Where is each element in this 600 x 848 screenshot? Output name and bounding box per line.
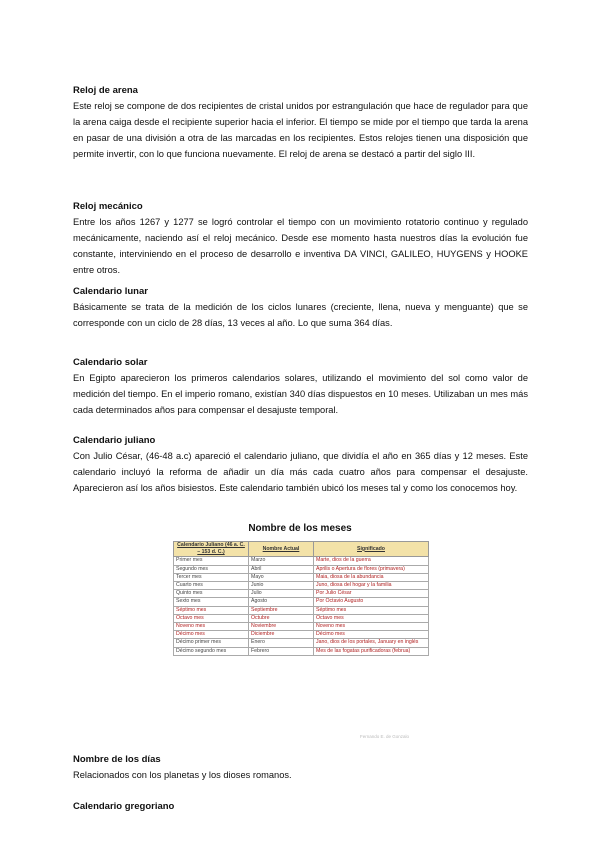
cell: Marte, dios de la guerra	[314, 557, 429, 565]
section-heading: Calendario solar	[73, 357, 148, 368]
cell: Noviembre	[249, 623, 314, 631]
cell: Segundo mes	[174, 565, 249, 573]
cell: Septiembre	[249, 606, 314, 614]
cell: Diciembre	[249, 631, 314, 639]
document-body	[73, 84, 528, 496]
cell: Décimo segundo mes	[174, 647, 249, 655]
table-row	[174, 639, 429, 647]
col-header-significado: Significado	[314, 542, 429, 557]
cell: Febrero	[249, 647, 314, 655]
cell: Abril	[249, 565, 314, 573]
cell: Octavo mes	[314, 614, 429, 622]
section-calendario-juliano	[73, 434, 528, 496]
table-watermark: Fernando E. de Gonzalo	[360, 734, 410, 739]
table-row	[174, 590, 429, 598]
cell: Mayo	[249, 573, 314, 581]
months-table	[173, 541, 429, 656]
table-row	[174, 614, 429, 622]
cell: Noveno mes	[314, 623, 429, 631]
cell: Jano, dios de los portales, January en inglés	[314, 639, 429, 647]
cell: Sexto mes	[174, 598, 249, 606]
cell: Octubre	[249, 614, 314, 622]
cell: Cuarto mes	[174, 582, 249, 590]
cell: Quinto mes	[174, 590, 249, 598]
section-reloj-arena	[73, 84, 528, 200]
section-nombre-dias	[73, 753, 528, 783]
cell: Por Octavio Augusto	[314, 598, 429, 606]
cell: Décimo primer mes	[174, 639, 249, 647]
section-body: Relacionados con los planetas y los dioses romanos.	[73, 770, 292, 780]
section-heading: Calendario gregoriano	[73, 801, 175, 812]
section-body: Este reloj se compone de dos recipientes de cristal unidos por estrangulación que hace de regulador para que la arena caiga desde el recipiente superior hacia el inferior. El tiempo se mide por el tiempo que tarda la arena en pasar de una división a otra de las marcadas en los recipientes. Estos relojes tienen una disposición que permite invertir, con lo que funciona nuevamente. El reloj de arena se destacó a partir del siglo III.	[73, 101, 528, 159]
cell: Noveno mes	[174, 623, 249, 631]
cell: Marzo	[249, 557, 314, 565]
table-row	[174, 647, 429, 655]
table-row	[174, 557, 429, 565]
section-body: Entre los años 1267 y 1277 se logró controlar el tiempo con un movimiento rotatorio continuo y regulado mecánicamente, naciendo así el reloj mecánico. Desde ese momento hasta nuestros días la evolución fue constante, interviniendo en el proceso de desarrollo e inventiva DA VINCI, GALILEO, HUYGENS y HOOKE entre otros.	[73, 217, 528, 275]
section-heading: Calendario lunar	[73, 286, 148, 297]
cell: Julio	[249, 590, 314, 598]
section-body: Básicamente se trata de la medición de los ciclos lunares (creciente, llena, nueva y menguante) que se corresponde con un ciclo de 28 días, 13 veces al año. Lo que suma 364 días.	[73, 302, 528, 328]
section-calendario-lunar	[73, 285, 528, 356]
col-header-juliano: Calendario Juliano (46 a. C. – 153 d. C.)	[174, 542, 249, 557]
table-row	[174, 565, 429, 573]
cell: Aprilis o Apertura de flores (primavera)	[314, 565, 429, 573]
section-heading: Nombre de los días	[73, 754, 161, 765]
cell: Séptimo mes	[174, 606, 249, 614]
cell: Enero	[249, 639, 314, 647]
section-calendario-solar	[73, 356, 528, 434]
table-row	[174, 598, 429, 606]
cell: Séptimo mes	[314, 606, 429, 614]
cell: Décimo mes	[174, 631, 249, 639]
table-title: Nombre de los meses	[248, 523, 352, 534]
table-row	[174, 582, 429, 590]
table-row	[174, 573, 429, 581]
cell: Maia, diosa de la abundancia	[314, 573, 429, 581]
cell: Juno, diosa del hogar y la familia	[314, 582, 429, 590]
section-heading: Reloj de arena	[73, 85, 138, 96]
cell: Décimo mes	[314, 631, 429, 639]
col-header-actual: Nombre Actual	[249, 542, 314, 557]
cell: Agosto	[249, 598, 314, 606]
table-row	[174, 631, 429, 639]
section-calendario-gregoriano	[73, 800, 528, 814]
section-body: En Egipto aparecieron los primeros calendarios solares, utilizando el movimiento del sol como valor de medición del tiempo. En el imperio romano, existían 340 días dispuestos en 10 meses. Utilizaban un mes más cada determinados años para compensar el desajuste temporal.	[73, 373, 528, 415]
cell: Mes de las fogatas purificadoras (februa)	[314, 647, 429, 655]
table-header-row	[174, 542, 429, 557]
section-heading: Calendario juliano	[73, 435, 156, 446]
section-reloj-mecanico	[73, 200, 528, 285]
section-heading: Reloj mecánico	[73, 201, 143, 212]
section-body: Con Julio César, (46-48 a.c) apareció el calendario juliano, que dividía el año en 365 días y 12 meses. Este calendario incluyó la reforma de añadir un día más cada cuatro años para compensar el desajuste. Aparecieron así los años bisiestos. Este calendario también ubicó los meses tal y como los conocemos hoy.	[73, 451, 528, 493]
table-row	[174, 606, 429, 614]
table-row	[174, 623, 429, 631]
cell: Primer mes	[174, 557, 249, 565]
cell: Junio	[249, 582, 314, 590]
cell: Octavo mes	[174, 614, 249, 622]
cell: Tercer mes	[174, 573, 249, 581]
cell: Por Julio César	[314, 590, 429, 598]
